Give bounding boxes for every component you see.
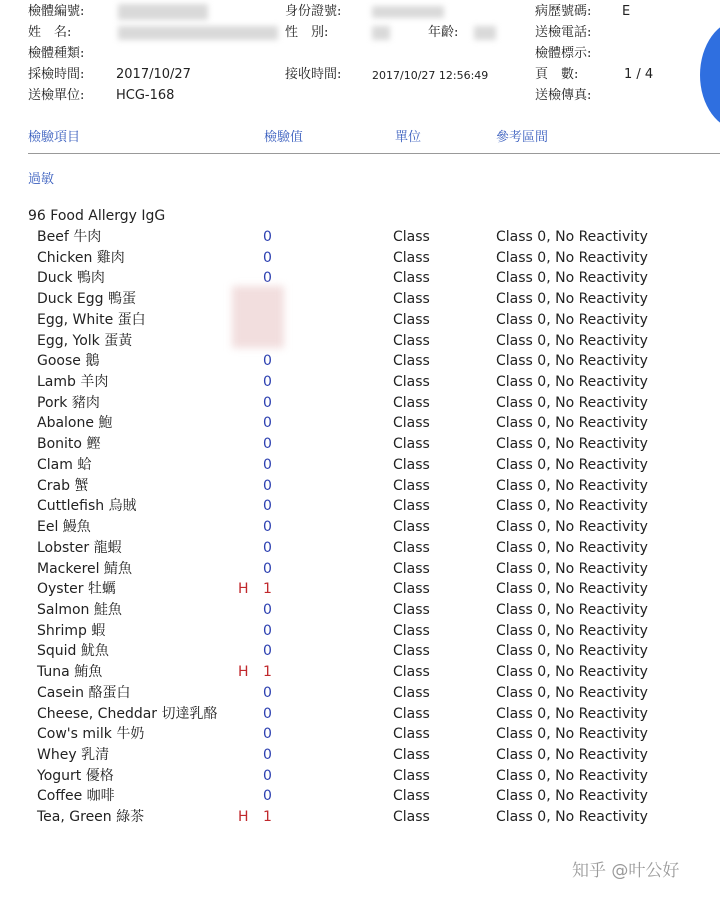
result-item: Beef 牛肉 <box>37 229 102 245</box>
result-unit: Class <box>393 664 430 681</box>
result-flag: H <box>238 664 249 681</box>
table-row <box>0 621 720 641</box>
redacted-id-no <box>372 6 444 18</box>
result-item: Duck 鴨肉 <box>37 270 105 287</box>
blue-decoration <box>700 20 720 130</box>
phone-label: 送檢電話: <box>535 25 592 40</box>
receive-time-value: 2017/10/27 12:56:49 <box>372 69 489 82</box>
table-row <box>0 289 720 309</box>
result-unit: Class <box>393 311 430 328</box>
unit-label: 送檢單位: <box>28 88 85 103</box>
result-item: Bonito 鰹 <box>37 436 101 453</box>
specimen-mark-label: 檢體標示: <box>535 46 592 61</box>
result-item: Casein 酪蛋白 <box>37 684 131 701</box>
result-value: 1 <box>263 809 272 826</box>
table-row <box>0 476 720 496</box>
result-item: Yogurt 優格 <box>37 767 114 784</box>
record-no-label: 病歷號碼: <box>535 4 592 19</box>
watermark: 知乎 @叶公好 <box>572 861 680 881</box>
result-item: Salmon 鮭魚 <box>37 601 122 618</box>
result-reference: Class 0, No Reactivity <box>496 788 648 805</box>
result-unit: Class <box>393 788 430 805</box>
result-unit: Class <box>393 560 430 577</box>
section-title: 過敏 <box>28 172 55 187</box>
result-value: 0 <box>263 394 272 411</box>
table-row <box>0 786 720 806</box>
table-row <box>0 538 720 558</box>
specimen-no-label: 檢體編號: <box>28 4 85 19</box>
result-unit: Class <box>393 601 430 618</box>
result-value: 0 <box>263 353 272 370</box>
sex-label: 性 別: <box>285 25 329 40</box>
table-row <box>0 455 720 475</box>
result-reference: Class 0, No Reactivity <box>496 519 648 536</box>
result-value: 0 <box>263 374 272 391</box>
id-no-label: 身份證號: <box>285 4 342 19</box>
result-value: 0 <box>263 788 272 805</box>
receive-time-label: 接收時間: <box>285 67 342 82</box>
result-reference: Class 0, No Reactivity <box>496 767 648 784</box>
result-item: Cuttlefish 烏賊 <box>37 498 137 515</box>
result-unit: Class <box>393 726 430 743</box>
result-item: Oyster 牡蠣 <box>37 581 116 598</box>
result-reference: Class 0, No Reactivity <box>496 726 648 743</box>
result-item: Lamb 羊肉 <box>37 374 109 391</box>
result-value: 0 <box>263 622 272 639</box>
table-row <box>0 268 720 288</box>
result-value: 0 <box>263 249 272 266</box>
result-value: 0 <box>263 747 272 763</box>
table-row <box>0 227 720 247</box>
result-value: 0 <box>263 684 272 701</box>
result-reference: Class 0, No Reactivity <box>496 291 648 308</box>
result-value: 0 <box>263 539 272 556</box>
fax-label: 送檢傳真: <box>535 88 592 103</box>
result-unit: Class <box>393 229 430 245</box>
result-reference: Class 0, No Reactivity <box>496 374 648 391</box>
result-unit: Class <box>393 747 430 763</box>
result-item: Egg, White 蛋白 <box>37 311 146 328</box>
name-label: 姓 名: <box>28 25 72 40</box>
table-row <box>0 745 720 765</box>
result-item: Tuna 鮪魚 <box>37 664 103 681</box>
column-header-item: 檢驗項目 <box>28 130 81 145</box>
result-reference: Class 0, No Reactivity <box>496 332 648 349</box>
table-row <box>0 766 720 786</box>
page-label: 頁 數: <box>535 67 579 82</box>
table-row <box>0 683 720 703</box>
result-unit: Class <box>393 519 430 536</box>
header-divider <box>28 153 720 154</box>
redacted-name <box>118 26 278 40</box>
result-reference: Class 0, No Reactivity <box>496 809 648 826</box>
result-item: Pork 豬肉 <box>37 394 100 411</box>
result-reference: Class 0, No Reactivity <box>496 664 648 681</box>
age-label: 年齡: <box>428 25 459 40</box>
result-item: Cheese, Cheddar 切達乳酪 <box>37 705 218 722</box>
result-reference: Class 0, No Reactivity <box>496 498 648 515</box>
result-value: 0 <box>263 767 272 784</box>
redacted-age <box>474 26 496 40</box>
result-reference: Class 0, No Reactivity <box>496 394 648 411</box>
result-unit: Class <box>393 374 430 391</box>
result-reference: Class 0, No Reactivity <box>496 684 648 701</box>
result-value: 0 <box>263 726 272 743</box>
table-row <box>0 579 720 599</box>
result-item: Crab 蟹 <box>37 477 89 494</box>
result-value: 0 <box>263 560 272 577</box>
result-value: 0 <box>263 229 272 245</box>
table-row <box>0 704 720 724</box>
result-item: Egg, Yolk 蛋黃 <box>37 332 133 349</box>
result-reference: Class 0, No Reactivity <box>496 270 648 287</box>
result-reference: Class 0, No Reactivity <box>496 560 648 577</box>
result-value: 0 <box>263 519 272 536</box>
result-flag: H <box>238 581 249 598</box>
result-value: 0 <box>263 643 272 660</box>
result-value: 1 <box>263 581 272 598</box>
table-row <box>0 331 720 351</box>
result-item: Abalone 鮑 <box>37 415 113 432</box>
result-item: Clam 蛤 <box>37 456 92 473</box>
result-reference: Class 0, No Reactivity <box>496 622 648 639</box>
table-row <box>0 351 720 371</box>
result-unit: Class <box>393 705 430 722</box>
table-row <box>0 559 720 579</box>
result-reference: Class 0, No Reactivity <box>496 581 648 598</box>
table-row <box>0 393 720 413</box>
result-unit: Class <box>393 767 430 784</box>
result-item: Mackerel 鯖魚 <box>37 560 132 577</box>
result-flag: H <box>238 809 249 826</box>
result-value: 0 <box>263 705 272 722</box>
result-value: 0 <box>263 456 272 473</box>
result-reference: Class 0, No Reactivity <box>496 311 648 328</box>
result-reference: Class 0, No Reactivity <box>496 229 648 245</box>
result-reference: Class 0, No Reactivity <box>496 249 648 266</box>
result-unit: Class <box>393 684 430 701</box>
result-reference: Class 0, No Reactivity <box>496 539 648 556</box>
result-unit: Class <box>393 436 430 453</box>
page-value: 1 / 4 <box>624 67 654 82</box>
result-unit: Class <box>393 249 430 266</box>
result-unit: Class <box>393 498 430 515</box>
result-reference: Class 0, No Reactivity <box>496 643 648 660</box>
specimen-type-label: 檢體種類: <box>28 46 85 61</box>
result-value: 1 <box>263 664 272 681</box>
result-reference: Class 0, No Reactivity <box>496 477 648 494</box>
result-value: 0 <box>263 601 272 618</box>
result-unit: Class <box>393 394 430 411</box>
column-header-reference: 參考區間 <box>496 130 549 145</box>
result-item: Cow's milk 牛奶 <box>37 726 145 743</box>
result-item: Whey 乳清 <box>37 747 110 763</box>
result-unit: Class <box>393 415 430 432</box>
collect-time-label: 採檢時間: <box>28 67 85 82</box>
test-title: 96 Food Allergy IgG <box>28 208 166 224</box>
result-item: Duck Egg 鴨蛋 <box>37 291 136 308</box>
result-unit: Class <box>393 581 430 598</box>
table-row <box>0 248 720 268</box>
table-row <box>0 807 720 827</box>
table-row <box>0 372 720 392</box>
result-item: Chicken 雞肉 <box>37 249 125 266</box>
result-reference: Class 0, No Reactivity <box>496 601 648 618</box>
unit-value: HCG-168 <box>116 88 175 103</box>
table-row <box>0 662 720 682</box>
result-unit: Class <box>393 332 430 349</box>
table-row <box>0 600 720 620</box>
table-row <box>0 641 720 661</box>
table-row <box>0 496 720 516</box>
result-value: 0 <box>263 477 272 494</box>
result-reference: Class 0, No Reactivity <box>496 747 648 763</box>
result-unit: Class <box>393 622 430 639</box>
result-unit: Class <box>393 809 430 826</box>
result-item: Coffee 咖啡 <box>37 788 115 805</box>
result-item: Goose 鵝 <box>37 353 100 370</box>
table-row <box>0 413 720 433</box>
result-reference: Class 0, No Reactivity <box>496 436 648 453</box>
table-row <box>0 434 720 454</box>
result-item: Eel 鰻魚 <box>37 519 91 536</box>
result-unit: Class <box>393 291 430 308</box>
column-header-value: 檢驗值 <box>264 130 304 145</box>
result-item: Tea, Green 綠茶 <box>37 809 145 826</box>
result-unit: Class <box>393 539 430 556</box>
result-item: Lobster 龍蝦 <box>37 539 122 556</box>
result-unit: Class <box>393 353 430 370</box>
result-reference: Class 0, No Reactivity <box>496 353 648 370</box>
result-item: Squid 魷魚 <box>37 643 109 660</box>
column-header-unit: 單位 <box>395 130 422 145</box>
result-value: 0 <box>263 415 272 432</box>
result-reference: Class 0, No Reactivity <box>496 456 648 473</box>
result-value: 0 <box>263 436 272 453</box>
redacted-sex <box>372 26 390 40</box>
result-unit: Class <box>393 456 430 473</box>
result-reference: Class 0, No Reactivity <box>496 415 648 432</box>
result-value: 0 <box>263 270 272 287</box>
result-unit: Class <box>393 270 430 287</box>
result-value: 0 <box>263 498 272 515</box>
record-no-value: E <box>622 4 631 19</box>
collect-time-value: 2017/10/27 <box>116 67 191 82</box>
redacted-specimen-no <box>118 4 208 20</box>
result-item: Shrimp 蝦 <box>37 622 106 639</box>
result-reference: Class 0, No Reactivity <box>496 705 648 722</box>
redacted-values <box>232 286 284 348</box>
result-unit: Class <box>393 477 430 494</box>
table-row <box>0 310 720 330</box>
table-row <box>0 724 720 744</box>
table-row <box>0 517 720 537</box>
result-unit: Class <box>393 643 430 660</box>
